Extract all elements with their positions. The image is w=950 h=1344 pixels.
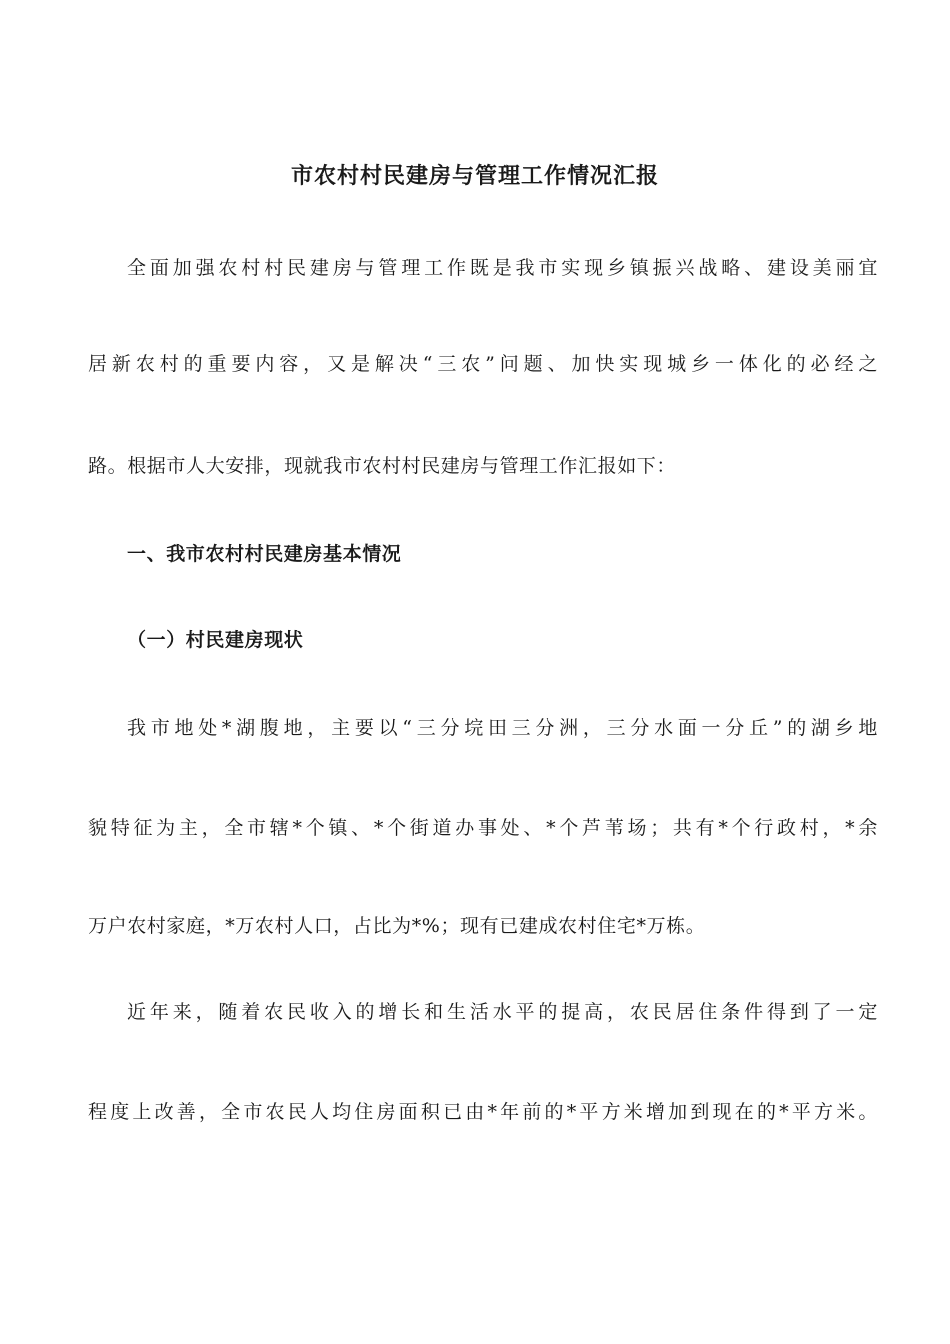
intro-line-2: 居新农村的重要内容，又是解决“三农”问题、加快实现城乡一体化的必经之 — [88, 353, 878, 375]
intro-line-3: 路。根据市人大安排，现就我市农村村民建房与管理工作汇报如下： — [88, 455, 677, 477]
intro-line-1: 全面加强农村村民建房与管理工作既是我市实现乡镇振兴战略、建设美丽宜 — [127, 257, 878, 279]
para1-line-2: 貌特征为主，全市辖*个镇、*个街道办事处、*个芦苇场；共有*个行政村，*余 — [88, 817, 878, 839]
para1-line-3: 万户农村家庭，*万农村人口，占比为*%；现有已建成农村住宅*万栋。 — [88, 915, 706, 937]
para1-line-1: 我市地处*湖腹地，主要以“三分垸田三分洲，三分水面一分丘”的湖乡地 — [127, 717, 878, 739]
para2-line-1: 近年来，随着农民收入的增长和生活水平的提高，农民居住条件得到了一定 — [127, 1001, 878, 1023]
subsection-heading-1: （一）村民建房现状 — [127, 629, 304, 651]
section-heading-1: 一、我市农村村民建房基本情况 — [127, 543, 402, 565]
document-title: 市农村村民建房与管理工作情况汇报 — [290, 163, 659, 189]
para2-line-2: 程度上改善，全市农民人均住房面积已由*年前的*平方米增加到现在的*平方米。 — [88, 1101, 878, 1123]
